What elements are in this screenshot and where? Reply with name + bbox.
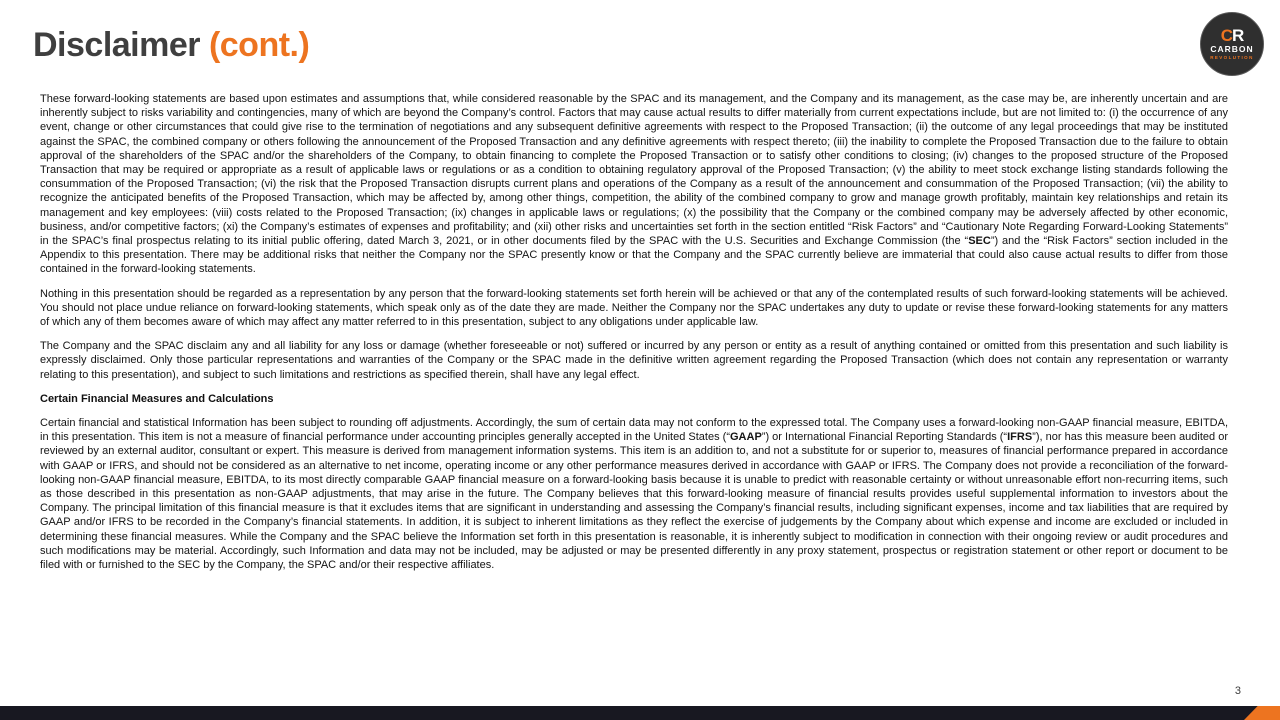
- title-main: Disclaimer: [33, 26, 209, 64]
- paragraph-no-representation: Nothing in this presentation should be regarded as a representation by any person that the forward-looking statements set forth herein will be achieved or that any of the contemplated results of such forward-looking statements will be achieved. You should not place undue reliance on forward-looking statements, which speak only as of the date they are made. Neither the Company nor the SPAC undertakes any duty to update or revise these forward-looking statements for any matters of which any of them becomes aware of which may affect any matter referred to in this presentation, subject to any obligations under applicable law.: [40, 287, 1228, 329]
- footer-orange-accent: [1244, 706, 1280, 720]
- paragraph-liability-disclaimer: The Company and the SPAC disclaim any and all liability for any loss or damage (whether foreseeable or not) suffered or incurred by any person or entity as a result of anything contained or omitted from this presentation and such liability is expressly disclaimed. Only those particular representations and warranties of the Company or the SPAC made in the definitive written agreement regarding the Proposed Transaction (which does not contain any representation or warranty relating to this presentation), and subject to such limitations and restrictions as specified therein, shall have any legal effect.: [40, 340, 1228, 381]
- paragraph-financial-measures: Certain financial and statistical Information has been subject to rounding off adjustments. Accordingly, the sum of certain data may not conform to the expressed total. The Company uses a forward-looking non-GAAP financial measure, EBITDA, in this presentation. This item is not a measure of financial performance under accounting principles generally accepted in the United States (“GAAP”) or International Financial Reporting Standards (“IFRS”), nor has this measure been audited or reviewed by an external auditor, consultant or expert. This measure is derived from management information systems. This item is an addition to, and not a substitute for or superior to, measures of financial performance prepared in accordance with GAAP or IFRS, and should not be considered as an alternative to net income, operating income or any other performance measures derived in accordance with GAAP or IFRS. The Company does not provide a reconciliation of the forward-looking non-GAAP financial measure, EBITDA, to its most directly comparable GAAP financial measure on a forward-looking basis because it is unable to predict with reasonable certainty or without unreasonable effort non-recurring items, such as those described in this presentation as non-GAAP adjustments, that may arise in the future. The Company believes that this forward-looking measure of financial results provides useful supplemental information to investors about the Company. The principal limitation of this financial measure is that it excludes items that are significant in understanding and assessing the Company’s financial results, including significant expenses, income and tax liabilities that are required by GAAP and/or IFRS to be recorded in the Company’s financial statements. In addition, it is subject to inherent limitations as they reflect the exercise of judgements by the Company about which expense and income are excluded or included in determining these financial measures. While the Company and the SPAC believe the Information set forth in this presentation is reasonable, it is inherently subject to modification in connection with their ongoing review or audit procedures and such modifications may be material. Accordingly, such Information and data may not be included, may be adjusted or may be presented differently in any proxy statement, prospectus or registration statement or other report or document to be filed with or furnished to the SEC by the Company, the SPAC and/or their respective affiliates.: [40, 417, 1228, 572]
- logo-wordmark-carbon: CARBON: [1210, 43, 1254, 54]
- paragraph-forward-looking-factors: These forward-looking statements are based upon estimates and assumptions that, while considered reasonable by the SPAC and its management, and the Company and its management, as the case may be, are inherently uncertain and are inherently subject to risks variability and contingencies, many of which are beyond the Company’s control. Factors that may cause actual results to differ materially from current expectations include, but are not limited to: (i) the occurrence of any event, change or other circumstances that could give rise to the termination of negotiations and any subsequent definitive agreements with respect to the Proposed Transaction; (ii) the outcome of any legal proceedings that may be instituted against the SPAC, the combined company or others following the announcement of the Proposed Transaction and any definitive agreements with respect thereto; (iii) the inability to complete the Proposed Transaction due to the failure to obtain approval of the shareholders of the SPAC and/or the shareholders of the Company, to obtain financing to complete the Proposed Transaction or to satisfy other conditions to closing; (iv) changes to the proposed structure of the Proposed Transaction that may be required or appropriate as a result of applicable laws or regulations or as a condition to obtaining regulatory approval of the Proposed Transaction; (v) the ability to meet stock exchange listing standards following the consummation of the Proposed Transaction; (vi) the risk that the Proposed Transaction disrupts current plans and operations of the Company as a result of the announcement and consummation of the Proposed Transaction; (vii) the ability to recognize the anticipated benefits of the Proposed Transaction, which may be affected by, among other things, competition, the ability of the combined company to grow and manage growth profitably, maintain key relationships and retain its management and key employees: (viii) costs related to the Proposed Transaction; (ix) changes in applicable laws or regulations; (x) the possibility that the Company or the combined company may be adversely affected by other economic, business, and/or competitive factors; (xi) the Company’s estimates of expenses and profitability; and (xii) other risks and uncertainties set forth in the section entitled “Risk Factors” and “Cautionary Note Regarding Forward-Looking Statements” in the SPAC’s final prospectus relating to its initial public offering, dated March 3, 2021, or in other documents filed by the SPAC with the U.S. Securities and Exchange Commission (the “SEC”) and the “Risk Factors” section included in the Appendix to this presentation. There may be additional risks that neither the Company nor the SPAC presently know or that the Company and the SPAC currently believe are immaterial that could also cause actual results to differ from those contained in the forward-looking statements.: [40, 93, 1228, 276]
- page-title: [33, 26, 309, 65]
- monogram-r: R: [1232, 25, 1244, 45]
- monogram-c: C: [1220, 25, 1232, 45]
- carbon-revolution-logo: [1200, 12, 1264, 76]
- footer-bar: [0, 706, 1280, 720]
- logo-wordmark-revolution: REVOLUTION: [1210, 54, 1254, 60]
- cr-monogram-icon: [1220, 25, 1244, 45]
- section-heading-financial-measures: Certain Financial Measures and Calculations: [40, 392, 274, 405]
- disclaimer-body: [40, 92, 1228, 582]
- page-number: 3: [1234, 685, 1241, 697]
- title-cont-suffix: (cont.): [208, 26, 310, 64]
